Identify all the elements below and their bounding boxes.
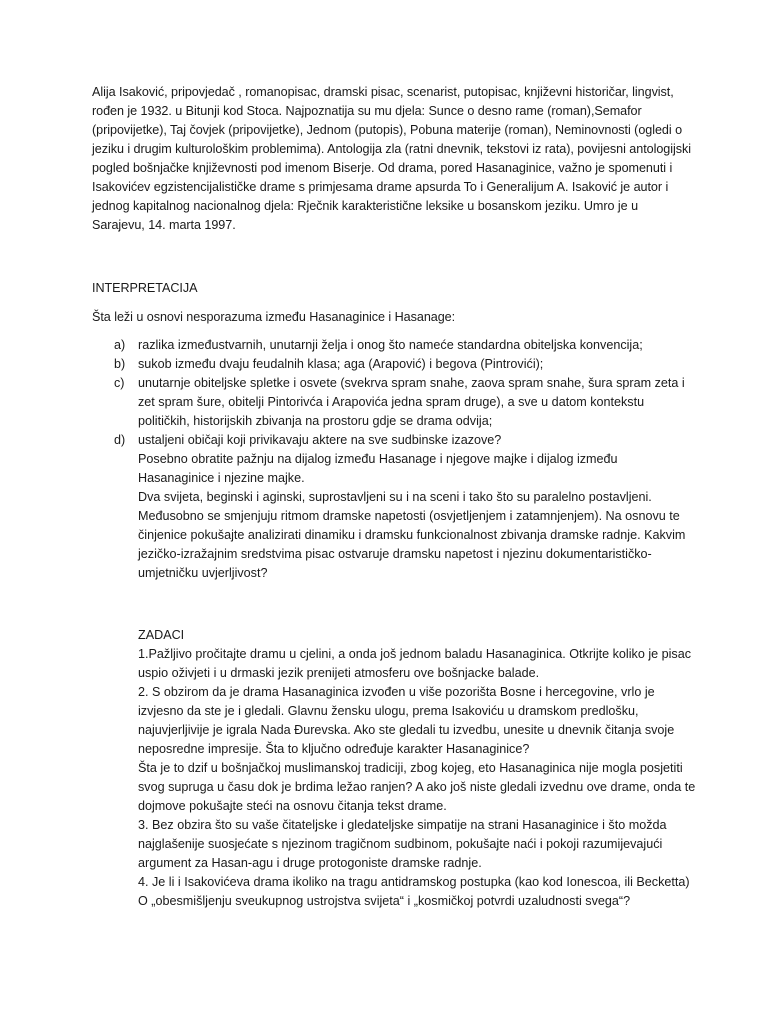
task-3: 3. Bez obzira što su vaše čitateljske i gledateljske simpatije na strani Hasanaginice i što možda najglašenije suosjećate s njezinom tragičnom sudbinom, pokušajte naći i pokoji razumijevajući argument za Hasan-agu i druge protogoniste dramske radnje. [138, 818, 667, 870]
task-1: 1.Pažljivo pročitajte dramu u cjelini, a onda još jednom baladu Hasanaginica. Otkrijte koliko je pisac uspio oživjeti i u drmaski jezik prenijeti atmosferu ove bošnjacke balade. [138, 647, 692, 680]
interpretation-heading: INTERPRETACIJA [92, 281, 198, 295]
interpretation-question: Šta leži u osnovi nesporazuma između Hasanaginice i Hasanage: [92, 310, 456, 324]
tasks-heading: ZADACI [138, 628, 185, 642]
list-item-text: sukob između dvaju feudalnih klasa; aga (Arapović) i begova (Pintrovići); [138, 357, 544, 371]
interpretation-list [92, 336, 692, 583]
tasks-section [138, 626, 698, 911]
list-item-text: unutarnje obiteljske spletke i osvete (svekrva spram snahe, zaova spram snahe, šura spram zeta i zet spram šure, obitelji Pintorivća i Arapovića jedna spram druge), a sve u datom kontekstu političkih, historijskih zbivanja na prostoru gdje se drama odvija; [138, 376, 685, 428]
list-item [92, 431, 692, 583]
document-page [92, 83, 696, 911]
task-2: 2. S obzirom da je drama Hasanaginica izvođen u više pozorišta Bosne i hercegovine, vrlo je izvjesno da ste je i gledali. Glavnu žensku ulogu, prema Isakoviću u dramskom predlošku, najuvjerljivije je igrala Nada Đurevska. Ako ste gledali tu izvedbu, unesite u dnevnik čitanja svoje neposredne impresije. Šta to ključno određuje karakter Hasanaginice? [138, 685, 675, 756]
list-item [92, 336, 692, 355]
list-item [92, 355, 692, 374]
author-biography: Alija Isaković, pripovjedač , romanopisac, dramski pisac, scenarist, putopisac, književni historičar, lingvist, rođen je 1932. u Bitunji kod Stoca. Najpoznatija su mu djela: Sunce o desno rame (roman),Semafor (pripovijetke), Taj čovjek (pripovijetke), Jednom (putopis), Pobuna materije (roman), Neminovnosti (ogledi o jeziku i drugim kulturološkim problemima). Antologija zla (ratni dnevnik, tekstovi iz rata), povijesni antologijski pogled bošnjačke književnosti pod imenom Biserje. Od drama, pored Hasanaginice, važno je spomenuti i Isakovićev egzistencijalističke drame s primjesama drame apsurda To i Generalijum A. Isaković je autor i jednog kapitalnog nacionalnog djela: Rječnik karakteristične leksike u bosanskom jeziku. Umro je u Sarajevu, 14. marta 1997. [92, 85, 692, 232]
task-2-continued: Šta je to dzif u bošnjačkoj muslimanskoj tradiciji, zbog kojeg, eto Hasanaginica nije mogla posjetiti svog supruga u času dok je brdima ležao ranjen? A ako još niste gledali izvednu ove drame, onda te dojmove pokušajte steći na osnovu čitanja tekst drame. [138, 761, 696, 813]
two-worlds-note: Dva svijeta, beginski i aginski, suprostavljeni su i na sceni i tako što su paralelno postavljeni. Međusobno se smjenjuju ritmom dramske napetosti (osvjetljenjem i zatamnjenjem). Na osnovu te činjenice pokušajte analizirati dinamiku i dramsku funkcionalnost zbivanja dramske radnje. Kakvim jezičko-izražajnim sredstvima pisac ostvaruje dramsku napetost i njezinu dokumentarističko-umjetničku uvjerljivost? [138, 490, 686, 580]
list-marker: d) [114, 433, 126, 447]
dialogue-note: Posebno obratite pažnju na dijalog između Hasanage i njegove majke i dijalog između Hasanaginice i njezine majke. [138, 452, 618, 485]
list-marker: b) [114, 357, 126, 371]
task-4: 4. Je li i Isakovićeva drama ikoliko na tragu antidramskog postupka (kao kod Ionescoa, ili Becketta) O „obesmišljenju sveukupnog ustrojstva svijeta“ i „kosmičkoj potvrdi uzaludnosti svega“? [138, 875, 690, 908]
list-item-text: ustaljeni običaji koji privikavaju aktere na sve sudbinske izazove? [138, 433, 502, 447]
list-marker: c) [114, 376, 125, 390]
list-marker: a) [114, 338, 126, 352]
list-item [92, 374, 692, 431]
list-item-text: razlika izmeđustvarnih, unutarnji želja i onog što nameće standardna obiteljska konvencija; [138, 338, 643, 352]
